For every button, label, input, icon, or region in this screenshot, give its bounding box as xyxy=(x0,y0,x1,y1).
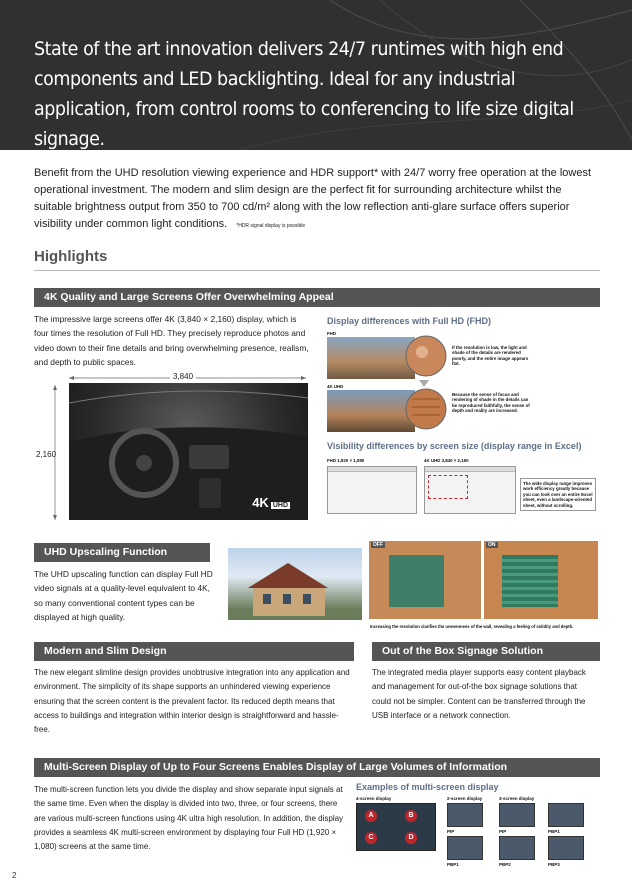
uhd-resolution-label: 4K UHD 3,840 × 2,160 xyxy=(424,458,469,463)
page-number: 2 xyxy=(12,871,17,880)
building-illustration xyxy=(228,548,362,620)
highlights-divider xyxy=(34,270,600,271)
fhd-resolution-label: FHD 1,920 × 1,080 xyxy=(327,458,365,463)
uhd-note: Because the sense of focus and rendering of shade in the details can be reproduced faithfully, the sense of depth and reality are increased. xyxy=(452,392,530,414)
fhd-zoom-circle xyxy=(404,334,448,378)
visibility-title: Visibility differences by screen size (display range in Excel) xyxy=(327,441,582,451)
hero-banner xyxy=(0,0,632,150)
off-label: OFF xyxy=(373,542,383,548)
width-label: 3,840 xyxy=(170,372,196,381)
multi-examples-title: Examples of multi-screen display xyxy=(356,782,499,792)
intro-paragraph xyxy=(34,165,600,235)
upscale-off-photo xyxy=(369,541,481,619)
pbp2-label: PBP2 xyxy=(499,862,511,867)
pbp1-example-2 xyxy=(447,836,483,860)
car-interior-photo xyxy=(69,383,308,520)
upscaling-caption: Increasing the resolution clarifies the unevenness of the wall, revealing a feeling of solidity and depth. xyxy=(370,624,574,629)
fhd-range-highlight xyxy=(428,475,468,499)
multi-body: The multi-screen function lets you divide the display and show separate input signals at the same time. Even when the display is divided into two, three, or four screens, there are various multi-screen functions using 4K ultra high resolution. In addition, the display provides a seamless 4K multi-screen environment by displaying four Full HD (1,920 × 1,080) screens at the same time. xyxy=(34,785,344,852)
four-screen-example xyxy=(356,803,436,851)
section-bar-slim: Modern and Slim Design xyxy=(34,642,354,661)
fhd-excel-screen xyxy=(327,466,417,514)
quad-label-c: C xyxy=(365,832,377,844)
upscaling-body: The UHD upscaling function can display Full HD video signals at a quality-level equivalent to 4K, so many conventional content types can be displayed at high quality. xyxy=(34,569,213,622)
uhd-excel-screen xyxy=(424,466,516,514)
section-bar-4k: 4K Quality and Large Screens Offer Overwhelming Appeal xyxy=(34,288,600,307)
fhd-label: FHD xyxy=(327,331,337,336)
col-2-screen-label: 2-screen display xyxy=(447,796,483,801)
pbp1-label-3: PBP1 xyxy=(548,829,560,834)
uhd-zoom-circle xyxy=(404,387,448,431)
fhd-sample-photo xyxy=(327,337,415,379)
intro-text: Benefit from the UHD resolution viewing experience and HDR support* with 24/7 worry free operation at the lowest operational investment. The modern and slim design are the perfect fit for surrounding architecture whilst the suitable brightness output from 350 to 700 cd/m² along with the low reflection anti-glare surface offers superior visibility under common light conditions. xyxy=(34,167,591,230)
pbp2-example xyxy=(499,836,535,860)
pip-example-3 xyxy=(499,803,535,827)
highlights-heading: Highlights xyxy=(34,248,108,265)
diff-title: Display differences with Full HD (FHD) xyxy=(327,316,492,326)
quad-label-a: A xyxy=(365,810,377,822)
uhd-label: 4K UHD xyxy=(327,384,344,389)
pip-label-2: PIP xyxy=(447,829,455,834)
col-3-screen-label: 3-screen display xyxy=(499,796,535,801)
on-label: ON xyxy=(488,542,496,548)
pbp3-label: PBP3 xyxy=(548,862,560,867)
pbp1-example-3 xyxy=(548,803,584,827)
fhd-note: If the resolution is low, the light and shade of the details are rendered poorly, and the entire image appears flat. xyxy=(452,345,529,367)
quad-label-b: B xyxy=(405,810,417,822)
hero-headline: State of the art innovation delivers 24/7 runtimes with high end components and LED backlighting. Ideal for any industrial application, from control rooms to conferencing to life size digital signage. xyxy=(34,38,574,150)
upscale-on-photo xyxy=(484,541,598,619)
pbp1-label-2: PBP1 xyxy=(447,862,459,867)
pip-example-2 xyxy=(447,803,483,827)
height-label: 2,160 xyxy=(36,450,57,459)
pip-label-3: PIP xyxy=(499,829,507,834)
col-4-screen-label: 4-screen display xyxy=(356,796,392,801)
section-4k-body: The impressive large screens offer 4K (3,840 × 2,160) display, which is four times the resolution of Full HD. They precisely reproduce photos and video down to their fine details and bring overwhelming presence, realism, and depth to public spaces. xyxy=(34,314,309,367)
section-bar-upscaling: UHD Upscaling Function xyxy=(34,543,210,562)
hdr-footnote: *HDR signal display is possible xyxy=(236,223,306,229)
excel-note: The wide display range improves work efficiency greatly because you can look over an entire Excel sheet, even a landscape-oriented sheet, without scrolling. xyxy=(520,478,596,511)
section-bar-signage: Out of the Box Signage Solution xyxy=(372,642,600,661)
4k-uhd-logo: 4K UHD xyxy=(252,495,288,510)
pbp3-example xyxy=(548,836,584,860)
section-bar-multi: Multi-Screen Display of Up to Four Screens Enables Display of Large Volumes of Information xyxy=(34,758,600,777)
building-photo xyxy=(228,548,362,620)
uhd-sample-photo xyxy=(327,390,415,432)
slim-body: The new elegant slimline design provides unobtrusive integration into any application and environment. The simplicity of its shape supports an unhindered viewing experience ensuring that the screen content is the prevalent factor. Its reduced depth means that access to buildings and integration within interior design is straightforward and hassle-free. xyxy=(34,668,350,735)
signage-body: The integrated media player supports easy content playback and management for out-of-the box signage solutions that could not be simpler. Content can be transferred through the USB interface or a network connection. xyxy=(372,668,586,720)
quad-label-d: D xyxy=(405,832,417,844)
